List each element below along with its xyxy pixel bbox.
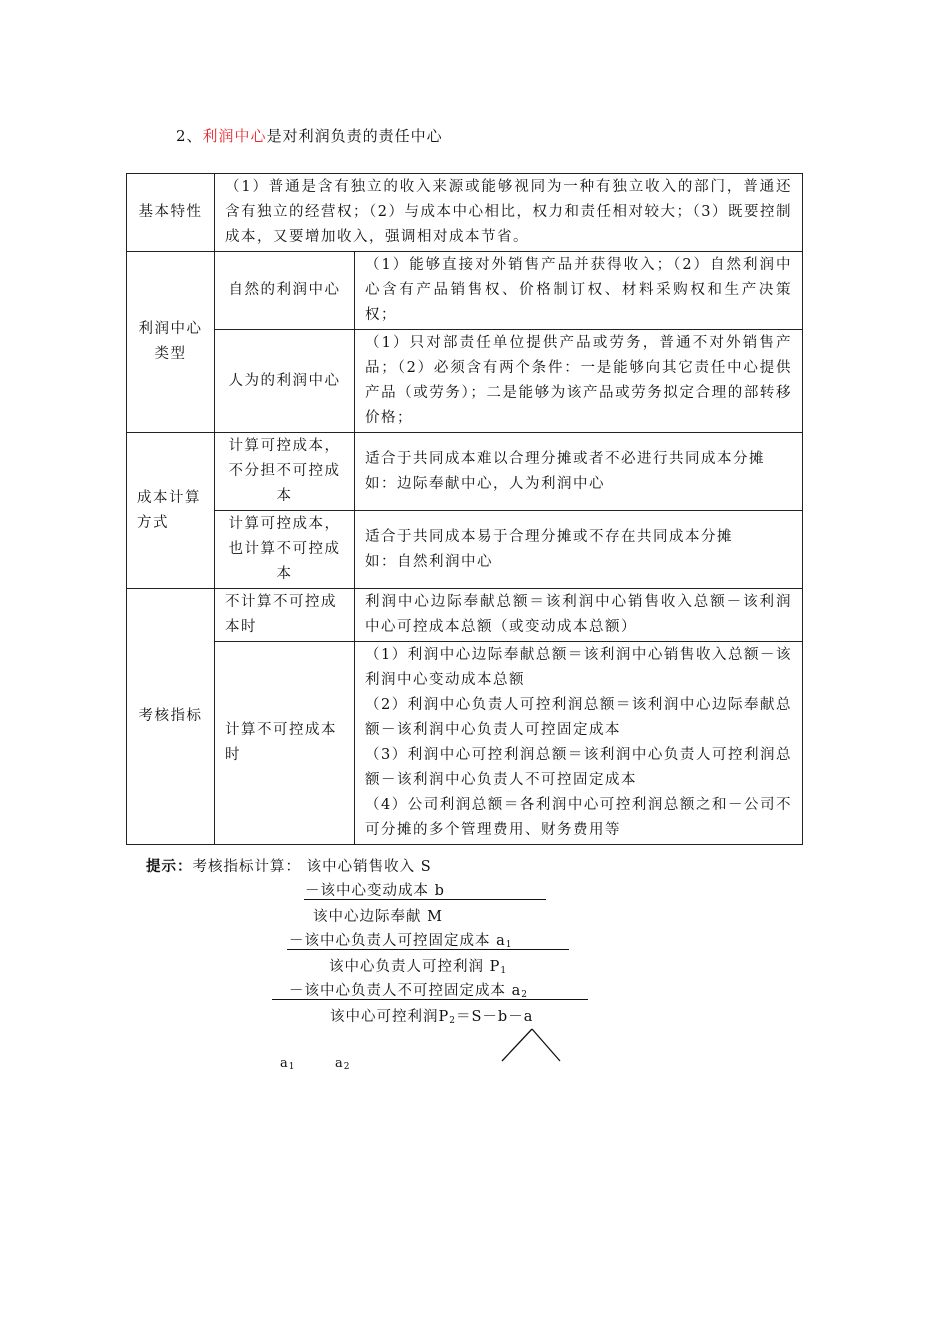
branch-lines xyxy=(500,1027,564,1063)
natural-label: 自然的利润中心 xyxy=(215,252,355,330)
profit-center-table xyxy=(126,173,803,845)
hint-line-1: 提示：考核指标计算： 该中心销售收入 S xyxy=(146,859,432,875)
section-heading xyxy=(176,125,443,146)
heading-rest: 是对利润负责的责任中心 xyxy=(266,127,443,145)
eval-b-label: 计算不可控成本时 xyxy=(215,642,355,845)
cost-a-text: 适合于共同成本难以合理分摊或者不必进行共同成本分摊 如：边际奉献中心，人为利润中心 xyxy=(355,433,803,511)
hint-line-3: 该中心边际奉献 M xyxy=(313,909,443,925)
cost-b-label: 计算可控成本， 也计算不可控成 本 xyxy=(215,511,355,589)
eval-a-label: 不计算不可控成本时 xyxy=(215,589,355,642)
eval-label: 考核指标 xyxy=(127,589,215,845)
hint-line-4: －该中心负责人可控固定成本 a1 xyxy=(289,933,513,950)
hint-rule-3 xyxy=(272,999,588,1000)
types-label: 利润中心 类型 xyxy=(127,252,215,433)
hint-line-5: 该中心负责人可控利润 P1 xyxy=(329,959,508,976)
hint-line-2: －该中心变动成本 b xyxy=(305,883,445,899)
hint-rule-1 xyxy=(304,899,546,900)
basic-label: 基本特性 xyxy=(127,174,215,252)
artificial-text: （1）只对部责任单位提供产品或劳务，普通不对外销售产品；（2）必须含有两个条件：一是能够向其它责任中心提供产品（或劳务）；二是能够为该产品或劳务拟定合理的部转移价格； xyxy=(355,330,803,433)
artificial-label: 人为的利润中心 xyxy=(215,330,355,433)
branch-a1: a1 xyxy=(280,1056,296,1072)
eval-a-text: 利润中心边际奉献总额＝该利润中心销售收入总额－该利润中心可控成本总额（或变动成本总额） xyxy=(355,589,803,642)
heading-highlight: 利润中心 xyxy=(202,127,267,145)
branch-a2: a2 xyxy=(335,1056,351,1072)
cost-b-text: 适合于共同成本易于合理分摊或不存在共同成本分摊 如：自然利润中心 xyxy=(355,511,803,589)
cost-label: 成本计算 方式 xyxy=(127,433,215,589)
cost-a-label: 计算可控成本， 不分担不可控成 本 xyxy=(215,433,355,511)
hint-rule-2 xyxy=(287,949,569,950)
eval-b-text: （1）利润中心边际奉献总额＝该利润中心销售收入总额－该利润中心变动成本总额 （2）利润中心负责人可控利润总额＝该利润中心边际奉献总额－该利润中心负责人可控固定成本 （3）利润中心可控利润总额＝该利润中心负责人可控利润总额－该利润中心负责人不可控固定成本 （4）公司利润总额＝各利润中心可控利润总额之和－公司不可分摊的多个管理费用、财务费用等 xyxy=(355,642,803,845)
heading-prefix: 2、 xyxy=(176,127,203,145)
hint-line-7: 该中心可控利润P2＝S－b－a xyxy=(330,1009,534,1026)
basic-text: （1）普通是含有独立的收入来源或能够视同为一种有独立收入的部门，普通还含有独立的经营权；（2）与成本中心相比，权力和责任相对较大；（3）既要控制成本，又要增加收入，强调相对成本节省。 xyxy=(215,174,803,252)
hint-line-6: －该中心负责人不可控固定成本 a2 xyxy=(289,983,528,1000)
natural-text: （1）能够直接对外销售产品并获得收入；（2）自然利润中心含有产品销售权、价格制订权、材料采购权和生产决策权； xyxy=(355,252,803,330)
